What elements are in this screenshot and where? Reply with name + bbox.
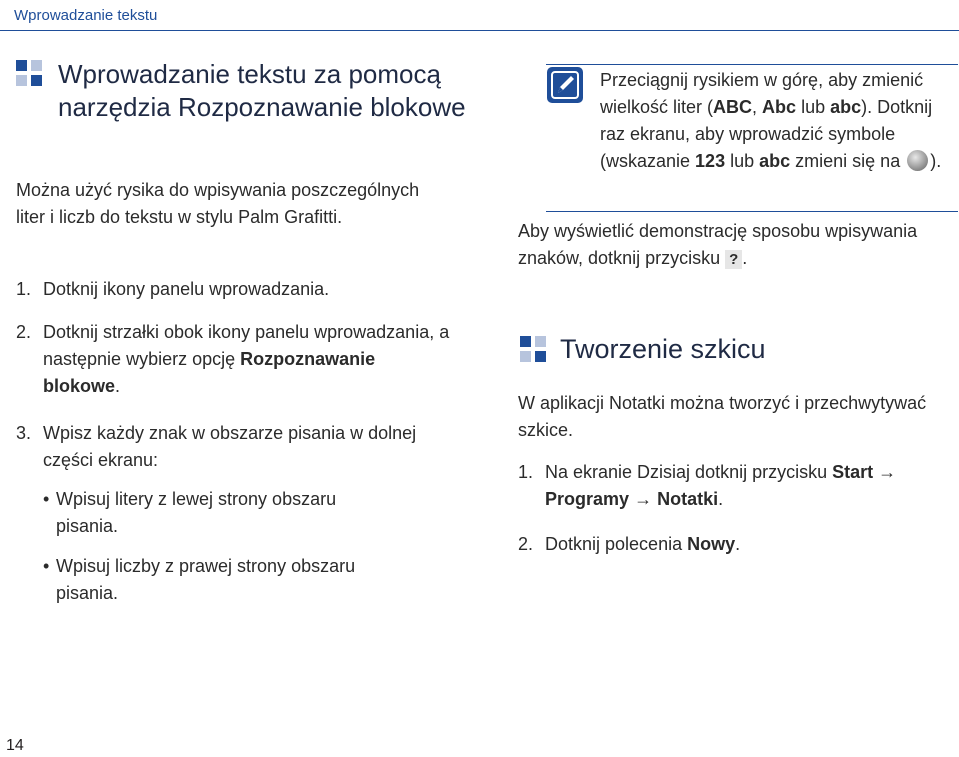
step-number: 2. bbox=[518, 534, 534, 554]
sketch-step-2 bbox=[518, 531, 958, 558]
page-number: 14 bbox=[6, 737, 24, 754]
section-squares-icon bbox=[520, 336, 547, 363]
step-2 bbox=[16, 319, 456, 400]
step-text: Dotknij polecenia Nowy. bbox=[545, 534, 741, 554]
step-text: Dotknij strzałki obok ikony panelu wprowadzania, a następnie wybierz opcję Rozpoznawanie blokowe. bbox=[43, 322, 450, 396]
note-bottom-rule bbox=[546, 211, 958, 212]
section-title-sketch: Tworzenie szkicu bbox=[560, 334, 766, 364]
step-number: 3. bbox=[16, 423, 32, 443]
step-number: 2. bbox=[16, 322, 32, 342]
note-text: Przeciągnij rysikiem w górę, aby zmienić wielkość liter (ABC, Abc lub abc). Dotknij raz ekranu, aby wprowadzić symbole (wskazanie 123 lub abc zmieni się na ). bbox=[600, 70, 942, 171]
sketch-step-1 bbox=[518, 459, 958, 513]
step-3 bbox=[16, 420, 456, 474]
step-number: 1. bbox=[16, 279, 32, 299]
step-text: Dotknij ikony panelu wprowadzania. bbox=[43, 279, 330, 299]
step-text: Wpisz każdy znak w obszarze pisania w dolnej części ekranu: bbox=[43, 423, 417, 470]
header-rule bbox=[0, 30, 959, 31]
step-1 bbox=[16, 276, 456, 303]
bullet-item: • Wpisuj liczby z prawej strony obszaru pisania. bbox=[43, 556, 356, 603]
running-header: Wprowadzanie tekstu bbox=[14, 7, 158, 24]
demo-paragraph: Aby wyświetlić demonstrację sposobu wpisywania znaków, dotknij przycisku ? . bbox=[518, 221, 918, 268]
input-mode-icon bbox=[907, 150, 928, 171]
bullet-item: • Wpisuj litery z lewej strony obszaru pisania. bbox=[43, 489, 337, 536]
section-title-block-recognizer: Wprowadzanie tekstu za pomocą narzędzia Rozpoznawanie blokowe bbox=[58, 59, 466, 122]
note-pencil-icon bbox=[546, 66, 584, 104]
option-name: Rozpoznawanie blokowe bbox=[43, 349, 376, 396]
step-text: Na ekranie Dzisiaj dotknij przycisku Start → Programy → Notatki. bbox=[545, 462, 897, 509]
help-key-icon: ? bbox=[725, 250, 742, 269]
step-number: 1. bbox=[518, 462, 534, 482]
intro-paragraph: Można użyć rysika do wpisywania poszczególnych liter i liczb do tekstu w stylu Palm Grafitti. bbox=[16, 180, 420, 227]
note-top-rule bbox=[546, 64, 958, 65]
section-squares-icon bbox=[16, 60, 43, 87]
sketch-intro: W aplikacji Notatki można tworzyć i przechwytywać szkice. bbox=[518, 393, 927, 440]
